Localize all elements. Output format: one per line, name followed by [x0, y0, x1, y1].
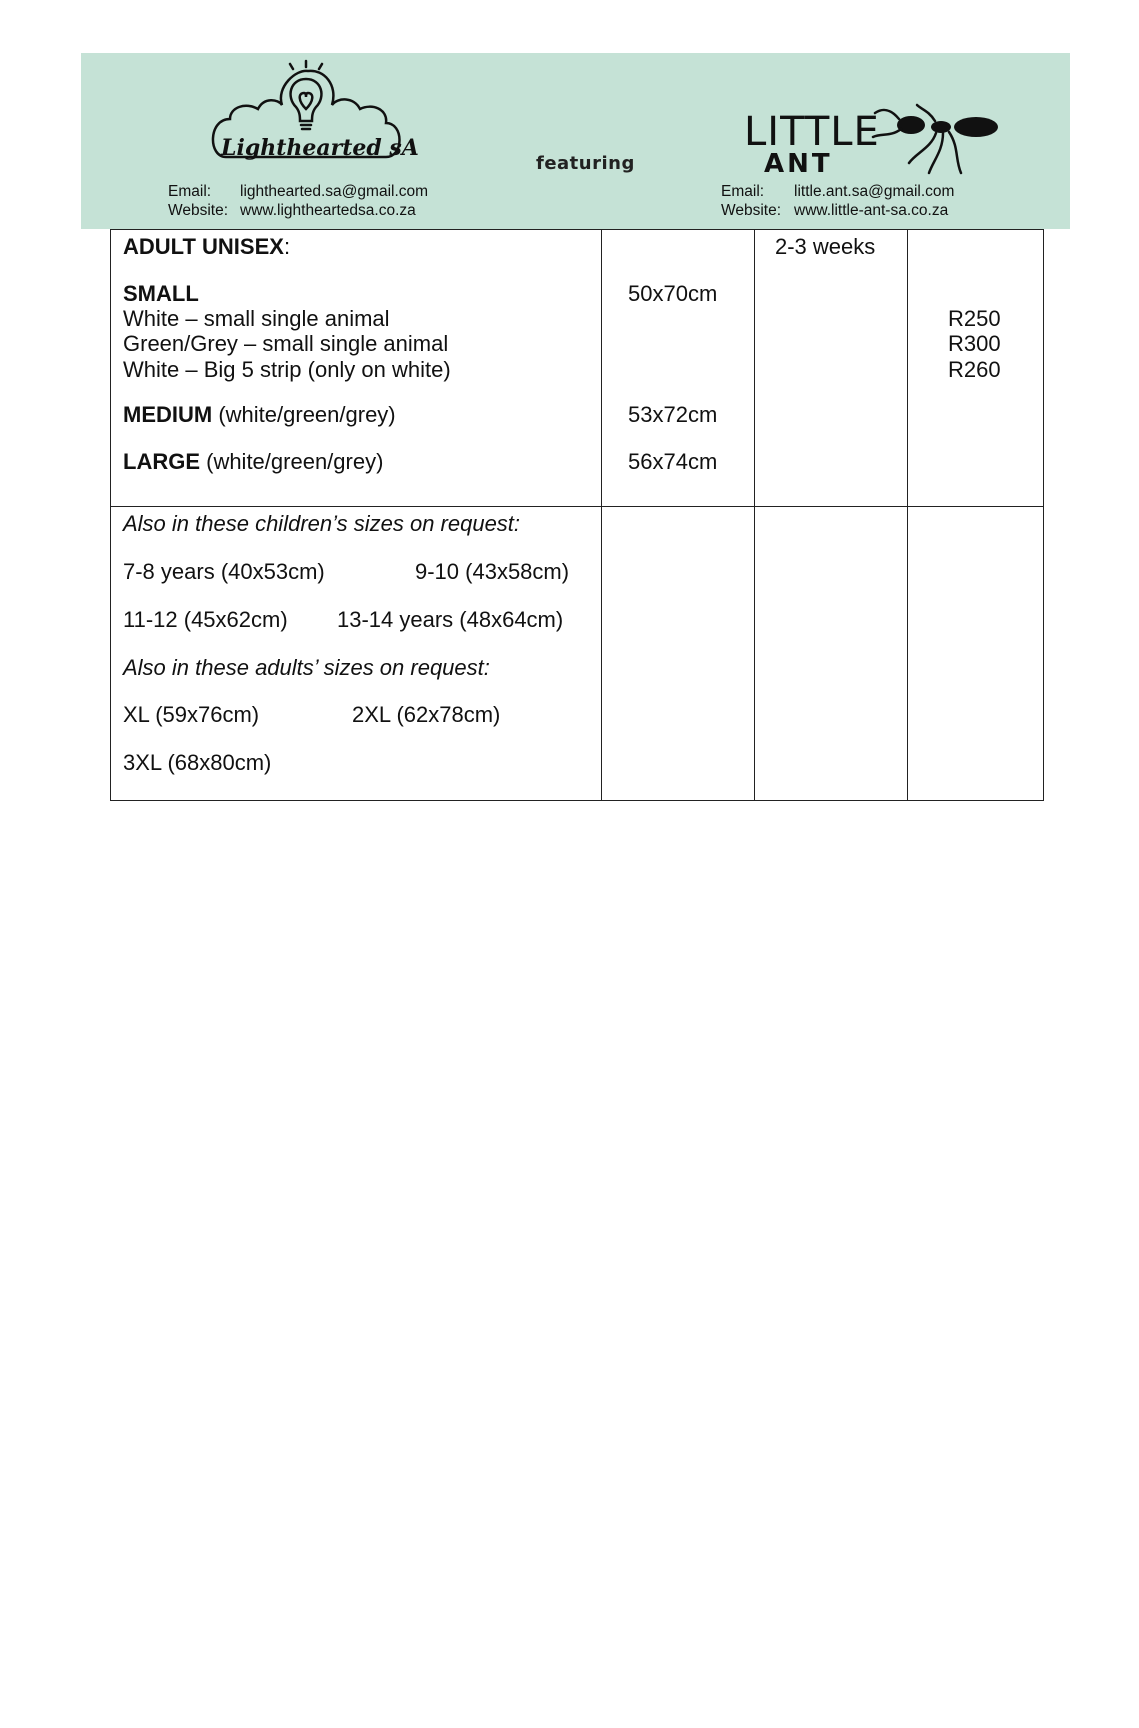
small-item: Green/Grey – small single animal	[123, 331, 449, 356]
right-contact	[721, 182, 954, 220]
small-item: White – small single animal	[123, 306, 390, 331]
left-brand-name: Lighthearted sA	[221, 135, 419, 161]
right-brand-line2: ANT	[764, 149, 833, 179]
small-label: SMALL	[123, 281, 199, 306]
size-value: 50x70cm	[628, 281, 718, 306]
children-size: 11-12 (45x62cm)	[123, 607, 288, 632]
adult-size: XL (59x76cm)	[123, 702, 260, 727]
size-value: 53x72cm	[628, 402, 718, 427]
right-website[interactable]: www.little-ant-sa.co.za	[794, 202, 949, 219]
empty-cell	[602, 507, 755, 801]
price-value: R250	[948, 306, 1001, 331]
price-table	[110, 229, 1044, 801]
children-size: 9-10 (43x58cm)	[415, 559, 570, 584]
table-row	[111, 507, 1044, 801]
adult-size: 2XL (62x78cm)	[352, 702, 501, 727]
header-banner	[81, 53, 1070, 229]
price-cell	[908, 230, 1044, 507]
table-row	[111, 230, 1044, 507]
size-value: 56x74cm	[628, 449, 718, 474]
left-website-label: Website:	[168, 202, 229, 219]
children-heading: Also in these children’s sizes on request:	[123, 511, 521, 536]
right-email[interactable]: little.ant.sa@gmail.com	[794, 183, 955, 200]
right-email-label: Email:	[721, 183, 765, 200]
left-website[interactable]: www.lightheartedsa.co.za	[240, 202, 416, 219]
adult-size: 3XL (68x80cm)	[123, 750, 272, 775]
small-item: White – Big 5 strip (only on white)	[123, 357, 451, 382]
ant-icon	[851, 103, 1041, 183]
price-value: R300	[948, 331, 1001, 356]
extra-sizes-cell	[111, 507, 602, 801]
left-email-label: Email:	[168, 183, 212, 200]
lead-time-cell	[755, 230, 908, 507]
size-cell	[602, 230, 755, 507]
medium-line: MEDIUM (white/green/grey)	[123, 402, 396, 427]
price-value: R260	[948, 357, 1001, 382]
empty-cell	[755, 507, 908, 801]
adults-heading: Also in these adults’ sizes on request:	[123, 655, 490, 680]
featuring-text: featuring	[536, 153, 635, 174]
product-cell	[111, 230, 602, 507]
lead-time: 2-3 weeks	[775, 234, 876, 259]
children-size: 7-8 years (40x53cm)	[123, 559, 325, 584]
category-title: ADULT UNISEX:	[123, 234, 291, 259]
left-email[interactable]: lighthearted.sa@gmail.com	[240, 183, 429, 200]
right-brand-line1: LITTLE	[744, 109, 880, 155]
left-contact	[168, 182, 428, 220]
large-line: LARGE (white/green/grey)	[123, 449, 384, 474]
children-size: 13-14 years (48x64cm)	[337, 607, 564, 632]
empty-cell	[908, 507, 1044, 801]
right-website-label: Website:	[721, 202, 782, 219]
